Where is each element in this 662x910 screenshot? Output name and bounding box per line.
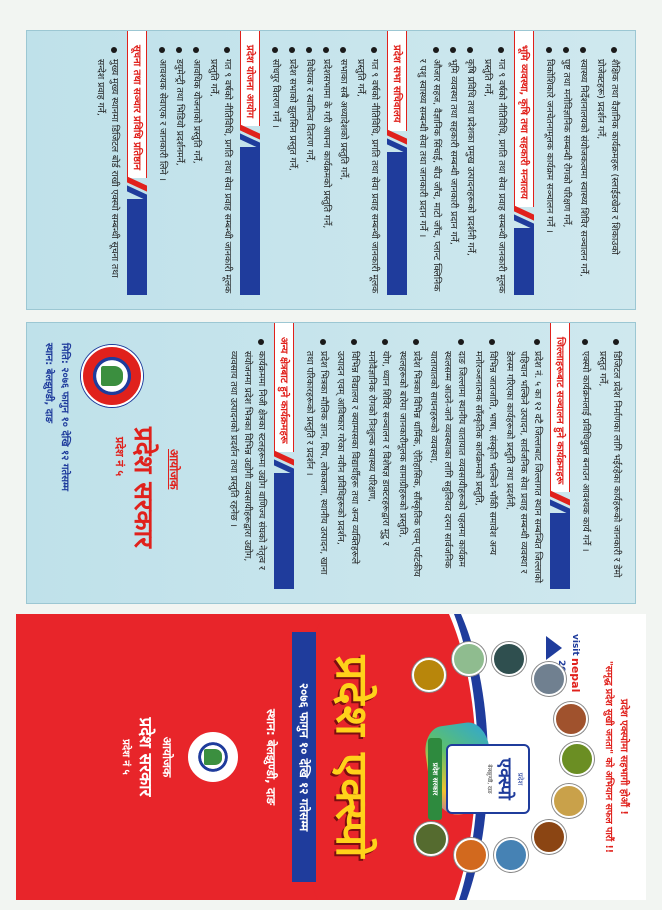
list-item: गत ९ वर्षको नीतिविधि, प्रगति तथा सेवा प्रवाह सम्बन्धी जानकारी मूलक प्रस्तुति गर्ने, (480, 45, 508, 295)
tourism-photo (492, 642, 526, 676)
cover-title: प्रदेश एक्स्पो (326, 655, 377, 859)
list-item: सोधपुर वितरण गर्ने । (268, 45, 282, 295)
badge-top-text: प्रदेश (516, 772, 524, 786)
list-item: योग, ध्यान शिविर सञ्चालन र विशेषज्ञ डाक्टरहरूद्वारा मुटु र मनोवैज्ञानिक रोगको निःशुल्क स्वास्थ्य परिक्षण, (364, 337, 392, 589)
tourism-photo (414, 822, 448, 856)
list-item: औजार सहज, वैज्ञानिक सिंचाई, बीउ जाँच, माटो जाँच, प्लान्ट क्लिनिक र पशु स्वास्थ्य सम्बन्धी सेवा तथा जानकारी प्रदान गर्ने । (415, 45, 443, 295)
list-item: शैक्षिक तथा वैज्ञानिक कार्यक्रमहरू (स्लाईडखेल र शिकाउको प्रोजेक्टहरू) प्रदर्शन गर्ने, (593, 45, 621, 295)
section-heading-label: सूचना तथा सञ्चार प्रविधि प्रतिष्ठान (127, 31, 147, 178)
photo-ring (388, 642, 588, 872)
event-venue: स्थान: बेलझुण्डी, दाङ (43, 343, 54, 423)
heading-bar (550, 513, 570, 589)
list-item: प्रदेश भित्रका विभिन्न धार्मिक, ऐतिहासिक, साँस्कृतिक एवम् पर्यटकीय स्थलहरूको बारेमा जानकारीमूलक सामाग्रीहरूको प्रस्तुति, (395, 337, 423, 589)
districts-list (302, 337, 544, 589)
heading-bar (514, 228, 534, 295)
tourism-photo (452, 642, 486, 676)
list-item: विकोशिकारे जनचेतनामूलक कार्यक्रम सञ्चालन गर्ने । (542, 45, 556, 295)
cover-date: २०७६ फागुन १० देखि १२ गतेसम्म (292, 632, 316, 882)
list-item: आवधिक योजनाको प्रस्तुति गर्ने, (189, 45, 203, 295)
list-item: डयुमेन्ट्री तथा भिडियो प्रदर्शनमर्ने, (172, 45, 186, 295)
section-heading-districts (550, 323, 570, 589)
visit-text: visit (570, 634, 580, 656)
section-heading-label: प्रदेश योजना आयोग (240, 31, 260, 126)
cover-organiser-province: प्रदेश नं ५ (120, 739, 131, 775)
slogan-line-2: "समृद्ध प्रदेश सुखी जनता" को अभियान सफल पारौं !! (603, 660, 614, 854)
ict-list (93, 45, 121, 295)
organiser-name: प्रदेश सरकार (128, 427, 158, 548)
list-item: विभिन्न जातजाति, भाषा, संस्कृति भल्किने भाँकी समावेश अन्य मनोरञ्जनात्मक साँस्कृतिक कार्यक्रमको प्रस्तुति, (471, 337, 499, 589)
organiser-province: प्रदेश नं ५ (113, 437, 126, 477)
tourism-photo (554, 702, 588, 736)
list-item: डिजिटल प्रदेश निर्माणका लागि भईरहेका कार्यहरूको जानकारी र डेमो प्रस्तुत गर्ने, (595, 337, 623, 589)
badge-sub: बेलझुण्डी, दाङ (486, 764, 492, 794)
cover-organiser-title: आयोजक (160, 736, 174, 778)
tourism-photo (532, 820, 566, 854)
tourism-photo (560, 742, 594, 776)
heading-bar (387, 152, 407, 295)
government-emblem-icon (188, 732, 238, 782)
list-item: पुष्ट तथा मनोविज्ञानिक सम्बन्धी रोगको परिक्षण गर्ने, (559, 45, 573, 295)
other-list (226, 337, 268, 589)
badge-ribbon: प्रदेश सरकार (428, 738, 442, 820)
intro-list (578, 337, 623, 589)
inner-panel-left (26, 30, 636, 310)
inner-panel-middle (26, 322, 636, 604)
section-heading-planning (240, 31, 260, 295)
list-item: एक्स्पो कार्यक्रमलाई प्रविधियुक्त बनाउन आवश्यक कार्य गर्ने । (578, 337, 592, 589)
list-item: कार्यक्रममा निजी क्षेत्रका स्टलहरूमा उद्योग वाणिज्य संघको नेतृत्व र संयोजनमा प्रदेश भित्रका विभिन्न उद्योगी व्यवसायीहरूद्वारा उद्योग, व्यवसाय तथा उत्पादनको प्रदर्शन तथा प्रस्तुति रहनेछ । (226, 337, 268, 589)
badge-word: एक्स्पो (494, 758, 515, 800)
list-item: प्रदेशसभामा के गरी आफ्ना कार्यक्रमको प्रस्तुति गर्ने, (319, 45, 333, 295)
list-item: गत ९ वर्षको नीतिविधि, प्रगति तथा सेवा प्रवाह सम्बन्धी जानकारी मूलक प्रस्तुति गर्ने, (353, 45, 381, 295)
list-item: गत ९ वर्षको नीतिविधि, प्रगति तथा सेवा प्रवाह सम्बन्धी जानकारी मूलक प्रस्तुति गर्ने, (206, 45, 234, 295)
tourism-photo (412, 658, 446, 692)
heading-bar (274, 473, 294, 589)
section-heading-label: भूमि व्यवस्था, कृषि तथा सहकारी मन्त्रालय (514, 31, 534, 207)
intro-list (542, 45, 621, 295)
planning-list (155, 45, 234, 295)
list-item: मुख्य मुख्य स्थानमा डिजिटल बोर्ड राखी एक्स्पो सम्बन्धी सूचना तथा सन्देश प्रवाह गर्ने, (93, 45, 121, 295)
heading-bar (240, 147, 260, 295)
list-item: स्वास्थ्य निर्देशनालयको संयोजकत्वमा स्वास्थ्य शिविर सञ्चालन गर्ने, (576, 45, 590, 295)
assembly-list (268, 45, 381, 295)
organiser-block (39, 337, 189, 589)
agriculture-list (415, 45, 508, 295)
list-item: प्रदेश भित्रका मौलिक ज्ञान, सिप, लोककला, स्थानीय उत्पादन, खाना तथा परिकारहरूको प्रस्तुति र प्रदर्शन । (302, 337, 330, 589)
slogan-line-1: प्रदेश एक्स्पोमा सहभागी होऔं ! (618, 699, 629, 815)
list-item: दाङ जिल्लामा स्थानीय यातायात व्यवसायीहरूको पहलमा कार्यक्रम स्थलसम्म आउने-जाने व्यवस्थाका लागि सहुलियत दरमा सार्वजनिक यातायातको साधनहरूको व्यवस्था, (426, 337, 468, 589)
list-item: भूमि व्यवस्था तथा सहकारी सम्बन्धी जानकारी प्रदान गर्ने, (446, 45, 460, 295)
list-item: विभिन्न विद्यालय र क्याम्पसका विद्यार्थीहरू तथा अन्य व्यक्तिहरूले उत्पादन एवम् आविष्कार गरेका नवीन प्रविधिहरूको प्रदर्शन, (333, 337, 361, 589)
tourism-photo (454, 838, 488, 872)
section-heading-agriculture (514, 31, 534, 295)
list-item: कृषि प्रविधि तथा प्रदेशका प्रमुख उत्पादनहरूको प्रदर्शनी गर्ने, (463, 45, 477, 295)
list-item: विधेयक र स्वामित्व वितरण गर्ने, (302, 45, 316, 295)
organiser-title: आयोजक (167, 449, 181, 490)
tourism-photo (552, 784, 586, 818)
heading-bar (127, 199, 147, 295)
section-heading-other (274, 323, 294, 589)
government-emblem-icon (81, 345, 143, 407)
section-heading-label: अन्य क्षेत्रबाट हुने कार्यक्रमहरू (274, 323, 294, 452)
section-heading-assembly (387, 31, 407, 295)
section-heading-label: प्रदेश सभा सचिवालय (387, 31, 407, 131)
event-date: मिति: २०७६ फागुन १० देखि १२ गतेसम्म (59, 343, 70, 491)
list-item: प्रदेश सभाको झुलसिन प्रस्तुत गर्ने, (285, 45, 299, 295)
section-heading-ict (127, 31, 147, 295)
list-item: प्रदेश नं. ५ का १२ वटै जिल्लाबाट जिल्लागत स्थान सम्बन्धित जिल्लाको पहिचान भल्किने उत्पादन, सार्वजनिक सेवा प्रवाह सम्बन्धी व्यवस्था र डेलस्म गरिएका कार्यहरूको प्रस्तुति तथा प्रदर्शनी, (502, 337, 544, 589)
cover-venue: स्थान: बेलझुण्डी, दाङ (264, 709, 278, 805)
expo-badge (446, 744, 530, 814)
list-item: आवश्यक सेवाएक र जानकारी लिने । (155, 45, 169, 295)
nepal-text: nepal (569, 658, 582, 693)
cover-organiser-name: प्रदेश सरकार (135, 717, 155, 797)
section-heading-label: जिल्लाहरूबाट सञ्चालन हुने कार्यक्रमहरू (550, 323, 570, 492)
tourism-photo (494, 838, 528, 872)
list-item: सभाका सबै अध्यादेशको प्रस्तुति गर्ने, (336, 45, 350, 295)
cover-panel (16, 614, 646, 900)
tourism-photo (532, 662, 566, 696)
